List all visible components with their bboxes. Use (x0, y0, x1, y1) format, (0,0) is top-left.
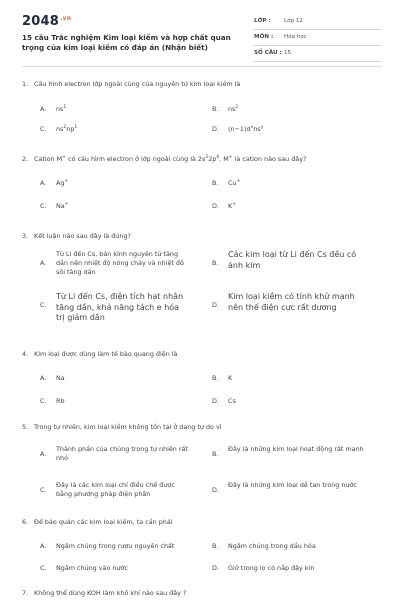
option-letter: B. (212, 374, 219, 382)
option-text: Đây là các kim loại chỉ điều chế được bằng phương pháp điện phân (56, 481, 175, 498)
option-text: Từ Li đến Cs, điện tích hạt nhân tăng dần, khả năng tách e hóa trị giảm dần (56, 292, 184, 322)
header-divider (22, 66, 382, 67)
document-title: 15 câu Trắc nghiệm Kim loại kiềm và hợp chất quan trọng của kim loại kiềm có đáp án (Nhận biết) (22, 33, 231, 52)
option-text: $ns^2np^1$ (56, 124, 78, 133)
answer-option-b[interactable] (212, 445, 367, 465)
question-text: Để bảo quản các kim loại kiềm, ta cần phải (34, 518, 173, 526)
question-text: Không thể dùng KOH làm khô khí nào sau đây ? (34, 589, 187, 597)
answer-option-b[interactable] (212, 374, 367, 383)
option-letter: B. (212, 542, 219, 550)
answer-option-b[interactable] (212, 250, 367, 278)
answer-option-a[interactable] (40, 105, 190, 114)
option-text: Từ Li đến Cs, bán kính nguyên tử tăng dần nên nhiệt độ nóng chảy và nhiệt độ sôi tăng dần (56, 250, 184, 276)
answer-option-c[interactable] (40, 202, 190, 211)
option-text: Đây là những kim loại hoạt động rất mạnh (228, 445, 364, 453)
answer-option-b[interactable] (212, 179, 367, 188)
option-letter: D. (212, 564, 219, 572)
option-text: Cs (228, 397, 236, 405)
option-letter: C. (40, 397, 47, 405)
option-letter: C. (40, 202, 47, 210)
question-stem (22, 80, 382, 89)
question-1 (22, 80, 382, 133)
option-letter: A. (40, 374, 47, 382)
question-4 (22, 350, 382, 405)
option-letter: A. (40, 542, 47, 550)
question-number: 7. (22, 589, 29, 597)
option-letter: A. (40, 179, 47, 187)
meta-row-class (254, 14, 382, 30)
option-text: Các kim loại từ Li đến Cs đều có ánh kim (228, 250, 357, 270)
question-text: Kim loại được dùng làm tế bào quang điện là (34, 350, 178, 358)
meta-value: 15 (284, 50, 292, 56)
option-text: Cu+ (228, 178, 241, 187)
option-letter: D. (212, 485, 219, 494)
option-letter: D. (212, 397, 219, 405)
option-letter: A. (40, 259, 47, 267)
option-text: Kim loại kiềm có tính khử mạnh nên thế điện cực rất dương (228, 292, 355, 312)
question-number: 3. (22, 232, 29, 240)
answer-option-d[interactable] (212, 564, 367, 573)
answer-option-d[interactable] (212, 125, 367, 134)
option-letter: C. (40, 125, 47, 133)
question-number: 6. (22, 518, 29, 526)
option-text: K+ (228, 201, 236, 210)
question-text: Cấu hình electron lớp ngoài cùng của nguyên tử kim loại kiềm là (34, 80, 241, 88)
question-text: Kết luận nào sau đây là đúng? (34, 232, 131, 240)
meta-key: MÔN : (254, 34, 274, 40)
answer-option-d[interactable] (212, 292, 367, 320)
meta-value: Lớp 12 (284, 18, 303, 24)
answer-option-a[interactable] (40, 179, 190, 188)
question-number: 4. (22, 350, 29, 358)
option-letter: C. (40, 301, 47, 309)
option-text: Na+ (56, 201, 69, 210)
answer-option-d[interactable] (212, 481, 367, 501)
question-6 (22, 518, 382, 572)
meta-row-question-count (254, 46, 382, 62)
question-text: Cation M+ có cấu hình electron ở lớp ngoài cùng là $2s^22p^6$. M+ là cation nào sau đây? (34, 154, 307, 163)
answer-option-d[interactable] (212, 202, 367, 211)
question-stem (22, 589, 382, 598)
answer-option-b[interactable] (212, 105, 367, 114)
question-stem (22, 423, 382, 432)
question-5 (22, 423, 382, 498)
option-letter: A. (40, 449, 47, 458)
question-stem (22, 232, 382, 241)
option-text: Đây là những kim loại dễ tan trong nước (228, 481, 357, 489)
answer-option-b[interactable] (212, 542, 367, 551)
question-7 (22, 589, 382, 598)
option-letter: D. (212, 125, 219, 133)
option-letter: B. (212, 259, 219, 267)
option-letter: B. (212, 179, 219, 187)
option-text: Ngâm chúng vào nước (56, 564, 128, 572)
meta-key: LỚP : (254, 18, 271, 24)
site-logo[interactable] (22, 14, 71, 29)
answer-option-a[interactable] (40, 374, 190, 383)
answer-option-c[interactable] (40, 397, 190, 406)
option-text: Na (56, 374, 65, 382)
option-text: Ag+ (56, 178, 69, 187)
option-letter: C. (40, 564, 47, 572)
question-stem (22, 155, 382, 164)
option-letter: C. (40, 485, 47, 494)
meta-row-subject (254, 30, 382, 46)
document-header (0, 0, 400, 70)
answer-option-c[interactable] (40, 292, 190, 320)
document-meta-table (254, 14, 382, 62)
question-stem (22, 518, 382, 527)
question-3 (22, 232, 382, 322)
meta-value: Hóa học (284, 34, 307, 40)
option-letter: B. (212, 449, 219, 458)
option-text: Giữ trong lọ có nắp đậy kín (228, 564, 315, 572)
option-text: $ns^2$ (228, 104, 239, 113)
question-stem (22, 350, 382, 359)
option-text: $(n-1)d^xns^y$ (228, 124, 264, 133)
answer-option-a[interactable] (40, 542, 190, 551)
option-letter: D. (212, 202, 219, 210)
answer-option-a[interactable] (40, 250, 190, 278)
option-letter: D. (212, 301, 219, 309)
answer-option-c[interactable] (40, 481, 190, 501)
answer-option-c[interactable] (40, 125, 190, 134)
answer-option-c[interactable] (40, 564, 190, 573)
question-2 (22, 154, 382, 210)
option-text: Thành phần của chúng trong tự nhiên rất nhỏ (56, 445, 188, 462)
answer-option-a[interactable] (40, 445, 190, 465)
question-number: 1. (22, 80, 29, 88)
option-text: Rb (56, 397, 65, 405)
answer-option-d[interactable] (212, 397, 367, 406)
logo-number: 2048 (22, 14, 59, 29)
question-number: 2. (22, 155, 29, 163)
question-number: 5. (22, 423, 29, 431)
option-text: Ngâm chúng trong rượu nguyên chất (56, 542, 175, 550)
option-letter: B. (212, 105, 219, 113)
option-text: Ngâm chúng trong dầu hỏa (228, 542, 316, 550)
option-text: K (228, 374, 233, 382)
logo-tld: .vn (59, 14, 72, 22)
question-text: Trong tự nhiên, kim loại kiềm không tồn tại ở dạng tự do vì (34, 423, 222, 431)
option-letter: A. (40, 105, 47, 113)
option-text: $ns^1$ (56, 104, 67, 113)
meta-key: SỐ CÂU : (254, 50, 282, 56)
